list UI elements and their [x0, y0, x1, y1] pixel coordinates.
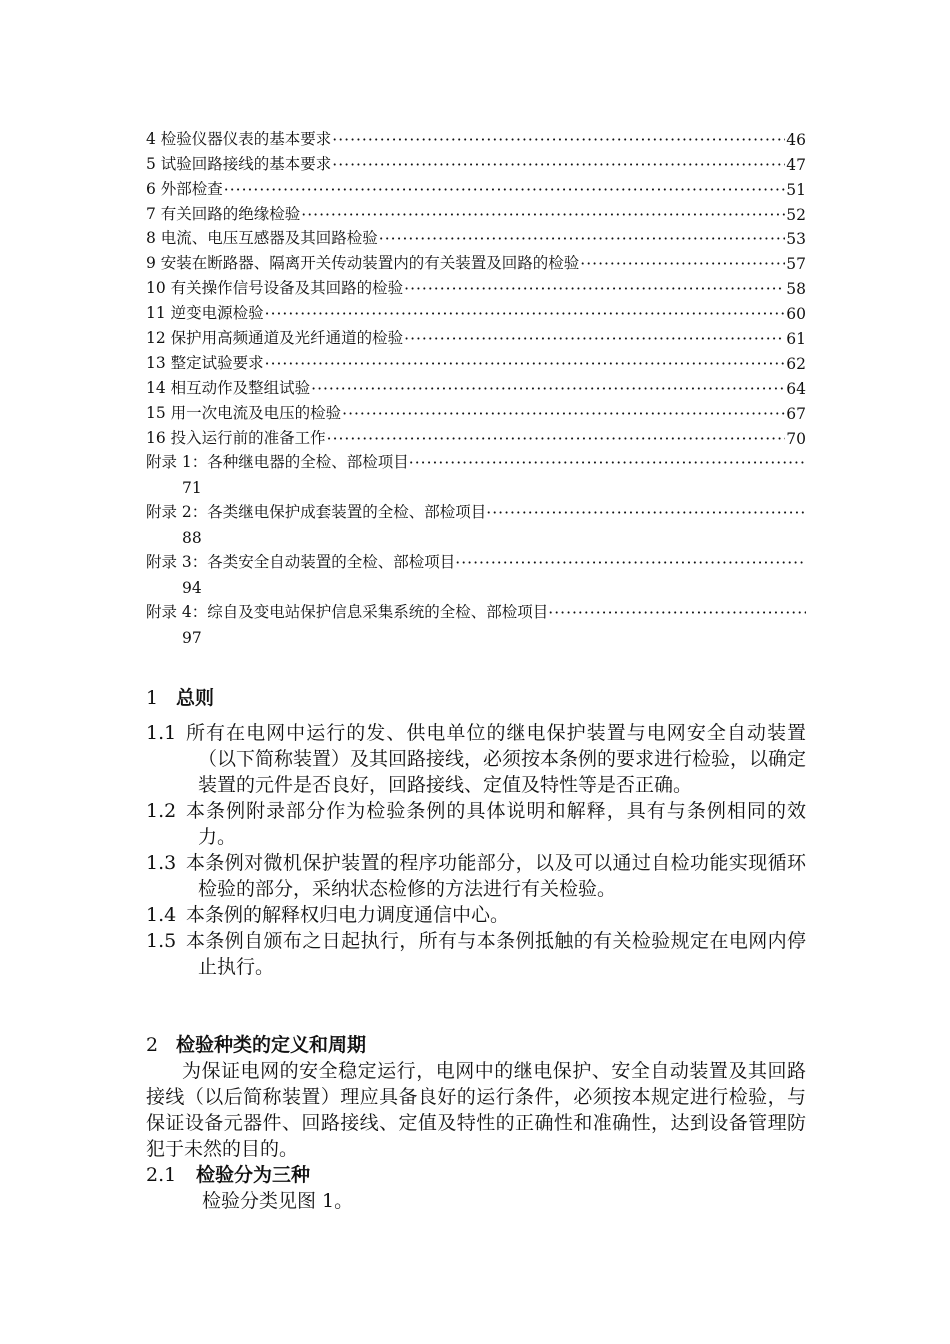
clause-text: 本条例自颁布之日起执行，所有与本条例抵触的有关检验规定在电网内停止执行。 [186, 930, 806, 978]
subsection-heading [146, 1162, 806, 1188]
toc-entry[interactable] [146, 124, 806, 149]
section-number: 2 [146, 1034, 159, 1056]
toc-entry[interactable] [146, 248, 806, 273]
toc-leader-dots [265, 355, 786, 373]
section-title: 总则 [176, 687, 215, 709]
clause-number: 1.5 [146, 930, 177, 952]
clause [146, 850, 806, 902]
section-general [146, 683, 806, 980]
toc-entry-title: 10 有关操作信号设备及其回路的检验 [146, 279, 404, 298]
toc-entry[interactable] [146, 323, 806, 348]
toc-entry-page: 57 [786, 255, 806, 274]
clause-number: 1.3 [146, 852, 177, 874]
toc-entry-page: 88 [182, 529, 202, 548]
toc-entry-page: 62 [786, 354, 806, 373]
toc-entry-title: 14 相互动作及整组试验 [146, 378, 311, 397]
toc-entry-title: 9 安装在断路器、隔离开关传动装置内的有关装置及回路的检验 [146, 254, 580, 273]
toc-leader-dots [332, 131, 785, 149]
toc-entry[interactable] [146, 224, 806, 249]
clause-number: 1.2 [146, 800, 177, 822]
toc-entry[interactable] [146, 149, 806, 174]
toc-appendix-entry[interactable] [146, 448, 806, 498]
toc-entry-page: 67 [786, 404, 806, 423]
toc-entry-page: 46 [786, 130, 806, 149]
subsection-number: 2.1 [146, 1164, 177, 1186]
toc-entry-title: 附录 4：综自及变电站保护信息采集系统的全检、部检项目 [146, 602, 549, 621]
toc-entry-page: 52 [786, 205, 806, 224]
toc-entry[interactable] [146, 174, 806, 199]
toc-entry-title: 8 电流、电压互感器及其回路检验 [146, 229, 378, 248]
toc-leader-dots [301, 206, 785, 224]
toc-leader-dots [379, 230, 785, 248]
toc-entry-title: 6 外部检查 [146, 179, 223, 198]
subsection-title: 检验分为三种 [196, 1164, 311, 1186]
toc-entry-page: 97 [182, 628, 202, 647]
toc-leader-dots [404, 280, 785, 298]
toc-appendix-entry[interactable] [146, 497, 806, 547]
toc-entry-page: 70 [786, 429, 806, 448]
toc-entry-title: 15 用一次电流及电压的检验 [146, 403, 342, 422]
toc-entry-title: 5 试验回路接线的基本要求 [146, 154, 332, 173]
toc-entry[interactable] [146, 373, 806, 398]
toc-entry-title: 13 整定试验要求 [146, 353, 264, 372]
clause [146, 720, 806, 798]
table-of-contents [146, 124, 806, 647]
toc-entry-page: 61 [786, 330, 806, 349]
toc-entry-title: 7 有关回路的绝缘检验 [146, 204, 301, 223]
toc-entry-page: 64 [786, 379, 806, 398]
toc-entry-title: 附录 1：各种继电器的全检、部检项目 [146, 453, 409, 472]
toc-leader-dots [548, 604, 806, 622]
toc-appendix-entry[interactable] [146, 597, 806, 647]
toc-leader-dots [580, 255, 785, 273]
toc-leader-dots [455, 554, 806, 572]
clause [146, 928, 806, 980]
toc-appendix-entry[interactable] [146, 547, 806, 597]
toc-entry-title: 11 逆变电源检验 [146, 304, 264, 323]
toc-leader-dots [327, 430, 786, 448]
section-title: 检验种类的定义和周期 [176, 1034, 367, 1056]
toc-entry-page: 60 [786, 305, 806, 324]
clause-number: 1.1 [146, 722, 177, 744]
clause [146, 798, 806, 850]
toc-entry[interactable] [146, 398, 806, 423]
toc-leader-dots [332, 156, 785, 174]
subsection-text: 检验分类见图 1。 [202, 1190, 354, 1212]
clause [146, 902, 806, 928]
clause-text: 本条例附录部分作为检验条例的具体说明和解释，具有与条例相同的效力。 [186, 800, 806, 848]
toc-leader-dots [486, 504, 806, 522]
toc-entry-page: 58 [786, 280, 806, 299]
toc-entry-title: 附录 2：各类继电保护成套装置的全检、部检项目 [146, 503, 487, 522]
section-heading [146, 683, 806, 710]
clause-text: 本条例的解释权归电力调度通信中心。 [186, 904, 510, 926]
toc-entry[interactable] [146, 348, 806, 373]
clause-text: 所有在电网中运行的发、供电单位的继电保护装置与电网安全自动装置（以下简称装置）及其回路接线，必须按本条例的要求进行检验，以确定装置的元件是否良好，回路接线、定值及特性等是否正确。 [186, 722, 807, 796]
toc-entry[interactable] [146, 199, 806, 224]
toc-entry-title: 12 保护用高频通道及光纤通道的检验 [146, 329, 404, 348]
toc-entry-title: 4 检验仪器仪表的基本要求 [146, 129, 332, 148]
toc-entry-title: 附录 3：各类安全自动装置的全检、部检项目 [146, 553, 456, 572]
toc-entry-page: 53 [786, 230, 806, 249]
section-heading [146, 1032, 806, 1058]
toc-entry-page: 94 [182, 578, 202, 597]
toc-leader-dots [404, 330, 785, 348]
section-number: 1 [146, 687, 159, 709]
toc-leader-dots [409, 454, 806, 472]
toc-entry-title: 16 投入运行前的准备工作 [146, 428, 326, 447]
section-inspection-types [146, 1032, 806, 1214]
toc-entry-page: 71 [182, 479, 202, 498]
toc-entry[interactable] [146, 423, 806, 448]
toc-entry[interactable] [146, 273, 806, 298]
toc-leader-dots [224, 181, 785, 199]
toc-leader-dots [311, 380, 785, 398]
section-paragraph: 为保证电网的安全稳定运行，电网中的继电保护、安全自动装置及其回路接线（以后简称装置）理应具备良好的运行条件，必须按本规定进行检验，与保证设备元器件、回路接线、定值及特性的正确性和准确性，达到设备管理防犯于未然的目的。 [146, 1060, 806, 1160]
toc-leader-dots [265, 305, 786, 323]
toc-entry-page: 47 [786, 155, 806, 174]
clause-text: 本条例对微机保护装置的程序功能部分，以及可以通过自检功能实现循环检验的部分，采纳状态检修的方法进行有关检验。 [186, 852, 806, 900]
toc-entry-page: 51 [786, 180, 806, 199]
clause-number: 1.4 [146, 904, 177, 926]
toc-leader-dots [342, 405, 785, 423]
toc-entry[interactable] [146, 298, 806, 323]
